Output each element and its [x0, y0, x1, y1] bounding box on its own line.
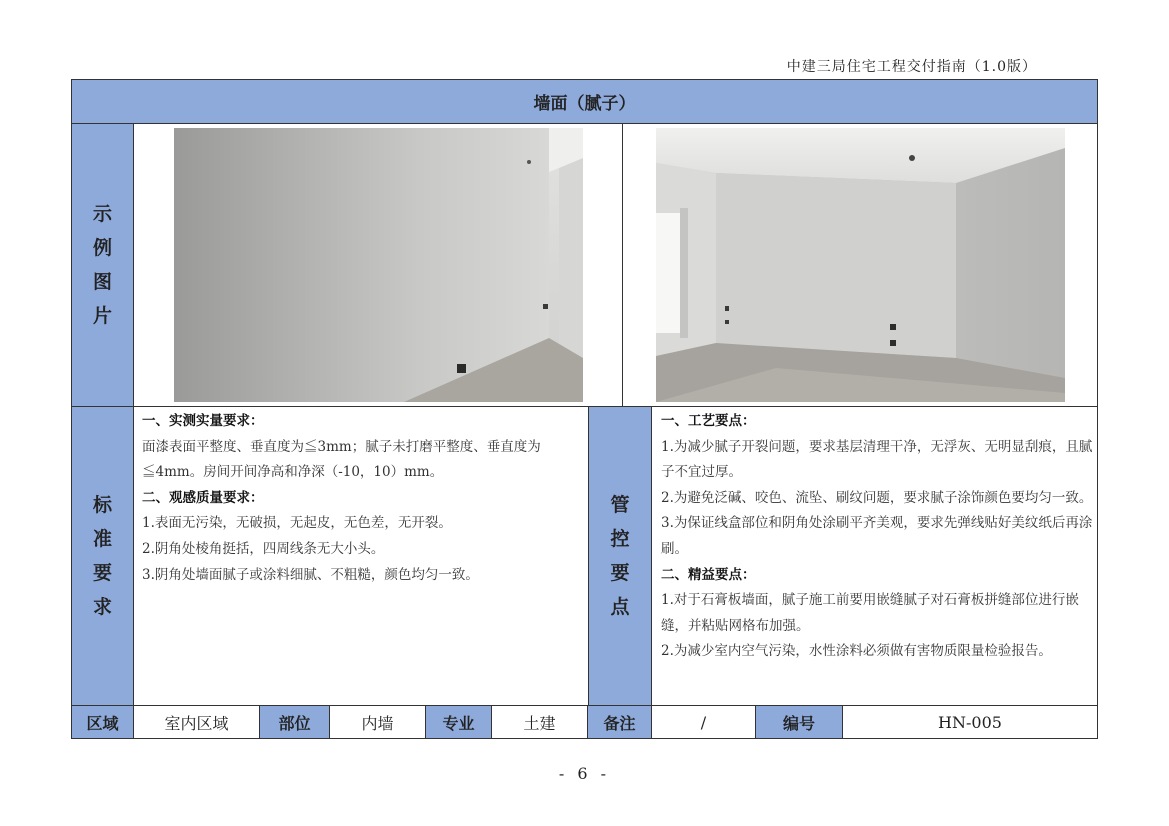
wall-photo-image	[174, 128, 583, 402]
control-heading-1: 一、工艺要点：	[661, 413, 756, 429]
document-header-title: 中建三局住宅工程交付指南（1.0版）	[786, 59, 1037, 75]
note-value: /	[652, 706, 756, 738]
standard-label-char: 标	[92, 494, 112, 516]
page-number: - 6 -	[558, 764, 611, 783]
standard-section-label	[72, 407, 134, 705]
control-item: 2.为减少室内空气污染，水性涂料必须做有害物质限量检验报告。	[661, 643, 1052, 660]
photo-label-char: 示	[92, 203, 112, 225]
info-row	[72, 706, 1097, 738]
control-label-char: 管	[610, 494, 630, 516]
standard-label-char: 求	[92, 596, 112, 618]
photo-label-char: 图	[92, 271, 112, 293]
standard-measurement-text: 面漆表面平整度、垂直度为≦3mm；腻子未打磨平整度、垂直度为≦4mm。房间开间净高和净深（-10，10）mm。	[142, 438, 541, 481]
guide-table	[71, 79, 1098, 739]
example-photos-row	[72, 124, 1097, 407]
control-heading-2: 二、精益要点：	[661, 566, 756, 583]
control-section-label	[588, 407, 652, 705]
major-value: 土建	[492, 706, 588, 738]
requirements-row	[72, 407, 1097, 706]
code-value: HN-005	[938, 712, 1002, 732]
table-title: 墙面（腻子）	[72, 80, 1097, 124]
area-label: 区域	[72, 706, 134, 738]
standard-label-char: 要	[92, 562, 112, 584]
control-label-char: 控	[610, 528, 630, 550]
room-photo-image	[656, 128, 1065, 402]
example-photo-left	[174, 128, 583, 402]
photo-divider	[622, 124, 623, 406]
standard-requirements-text	[142, 409, 587, 588]
control-item: 1.对于石膏板墙面，腻子施工前要用嵌缝腻子对石膏板拼缝部位进行嵌缝，并粘贴网格布加强。	[661, 592, 1079, 634]
part-value: 内墙	[330, 706, 426, 738]
control-label-char: 要	[610, 562, 630, 584]
control-item: 3.为保证线盒部位和阴角处涂刷平齐美观，要求先弹线贴好美纹纸后再涂刷。	[661, 515, 1093, 557]
area-value: 室内区域	[134, 706, 260, 738]
code-label: 编号	[756, 706, 843, 738]
standard-item: 3.阴角处墙面腻子或涂料细腻、不粗糙，颜色均匀一致。	[142, 566, 479, 583]
standard-item: 1.表面无污染，无破损，无起皮，无色差，无开裂。	[142, 515, 452, 532]
note-label: 备注	[588, 706, 652, 738]
example-photo-right	[656, 128, 1065, 402]
photo-label-char: 片	[92, 305, 112, 327]
major-label: 专业	[426, 706, 492, 738]
control-points-text	[661, 409, 1093, 665]
standard-label-char: 准	[92, 528, 112, 550]
standard-heading-2: 二、观感质量要求：	[142, 489, 264, 506]
photo-label-char: 例	[92, 237, 112, 259]
standard-item: 2.阴角处棱角挺括，四周线条无大小头。	[142, 540, 385, 557]
control-item: 2.为避免泛碱、咬色、流坠、刷纹问题，要求腻子涂饰颜色要均匀一致。	[661, 489, 1093, 506]
standard-heading-1: 一、实测实量要求：	[142, 413, 264, 429]
control-item: 1.为减少腻子开裂问题，要求基层清理干净，无浮灰、无明显刮痕，且腻子不宜过厚。	[661, 438, 1093, 481]
part-label: 部位	[260, 706, 330, 738]
photo-section-label	[72, 124, 134, 406]
control-label-char: 点	[610, 596, 630, 618]
